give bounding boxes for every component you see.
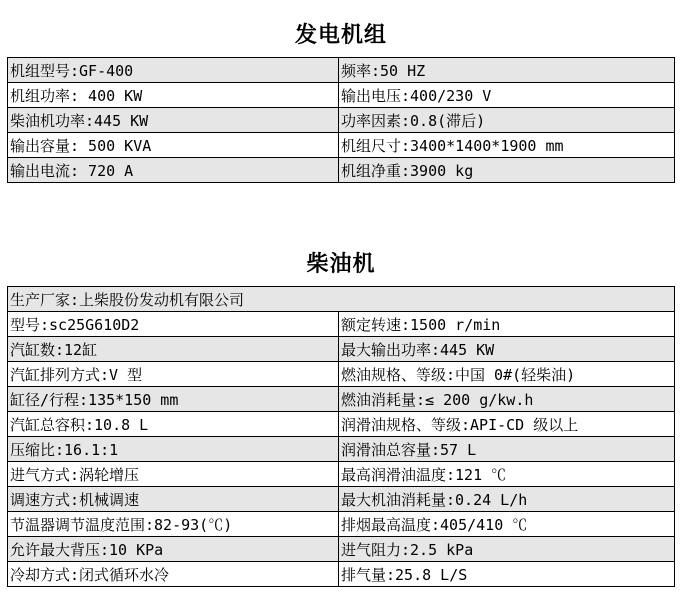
spec-cell: 压缩比:16.1:1 — [8, 437, 339, 462]
spec-cell: 汽缸排列方式:V 型 — [8, 362, 339, 387]
spec-cell: 功率因素:0.8(滞后) — [339, 108, 675, 133]
spec-cell: 排气量:25.8 L/S — [339, 562, 675, 587]
spec-cell: 进气阻力:2.5 kPa — [339, 537, 675, 562]
table-row — [8, 83, 675, 108]
table-row — [8, 387, 675, 412]
table-row — [8, 362, 675, 387]
spec-cell: 输出容量: 500 KVA — [8, 133, 339, 158]
spec-cell: 燃油规格、等级:中国 0#(轻柴油) — [339, 362, 675, 387]
spec-cell: 频率:50 HZ — [339, 58, 675, 83]
spec-cell: 机组功率: 400 KW — [8, 83, 339, 108]
table-row — [8, 312, 675, 337]
spec-cell: 节温器调节温度范围:82-93(℃) — [8, 512, 339, 537]
spec-cell: 最高润滑油温度:121 ℃ — [339, 462, 675, 487]
table-row — [8, 462, 675, 487]
spec-cell: 冷却方式:闭式循环水冷 — [8, 562, 339, 587]
spec-cell: 最大机油消耗量:0.24 L/h — [339, 487, 675, 512]
table-row — [8, 437, 675, 462]
manufacturer-cell: 生产厂家:上柴股份发动机有限公司 — [8, 287, 675, 312]
engine-section-title: 柴油机 — [306, 251, 376, 277]
spec-cell: 汽缸数:12缸 — [8, 337, 339, 362]
table-row — [8, 562, 675, 587]
table-row — [8, 537, 675, 562]
spec-cell: 型号:sc25G610D2 — [8, 312, 339, 337]
table-row — [8, 287, 675, 312]
spec-cell: 缸径/行程:135*150 mm — [8, 387, 339, 412]
table-row — [8, 412, 675, 437]
spec-cell: 润滑油规格、等级:API-CD 级以上 — [339, 412, 675, 437]
spec-cell: 进气方式:涡轮增压 — [8, 462, 339, 487]
spec-cell: 机组净重:3900 kg — [339, 158, 675, 183]
spec-cell: 输出电流: 720 A — [8, 158, 339, 183]
spec-cell: 允许最大背压:10 KPa — [8, 537, 339, 562]
spec-cell: 燃油消耗量:≤ 200 g/kw.h — [339, 387, 675, 412]
spec-cell: 排烟最高温度:405/410 ℃ — [339, 512, 675, 537]
table-row — [8, 158, 675, 183]
spec-cell: 输出电压:400/230 V — [339, 83, 675, 108]
table-row — [8, 337, 675, 362]
generator-spec-table — [7, 57, 675, 183]
spec-cell: 调速方式:机械调速 — [8, 487, 339, 512]
spec-cell: 机组尺寸:3400*1400*1900 mm — [339, 133, 675, 158]
spec-cell: 润滑油总容量:57 L — [339, 437, 675, 462]
table-row — [8, 133, 675, 158]
spec-cell: 柴油机功率:445 KW — [8, 108, 339, 133]
table-row — [8, 108, 675, 133]
table-row — [8, 512, 675, 537]
spec-cell: 机组型号:GF-400 — [8, 58, 339, 83]
table-row — [8, 487, 675, 512]
table-row — [8, 58, 675, 83]
spec-cell: 汽缸总容积:10.8 L — [8, 412, 339, 437]
spec-cell: 额定转速:1500 r/min — [339, 312, 675, 337]
spec-cell: 最大输出功率:445 KW — [339, 337, 675, 362]
engine-spec-table — [7, 286, 675, 587]
generator-section-title: 发电机组 — [294, 22, 387, 48]
